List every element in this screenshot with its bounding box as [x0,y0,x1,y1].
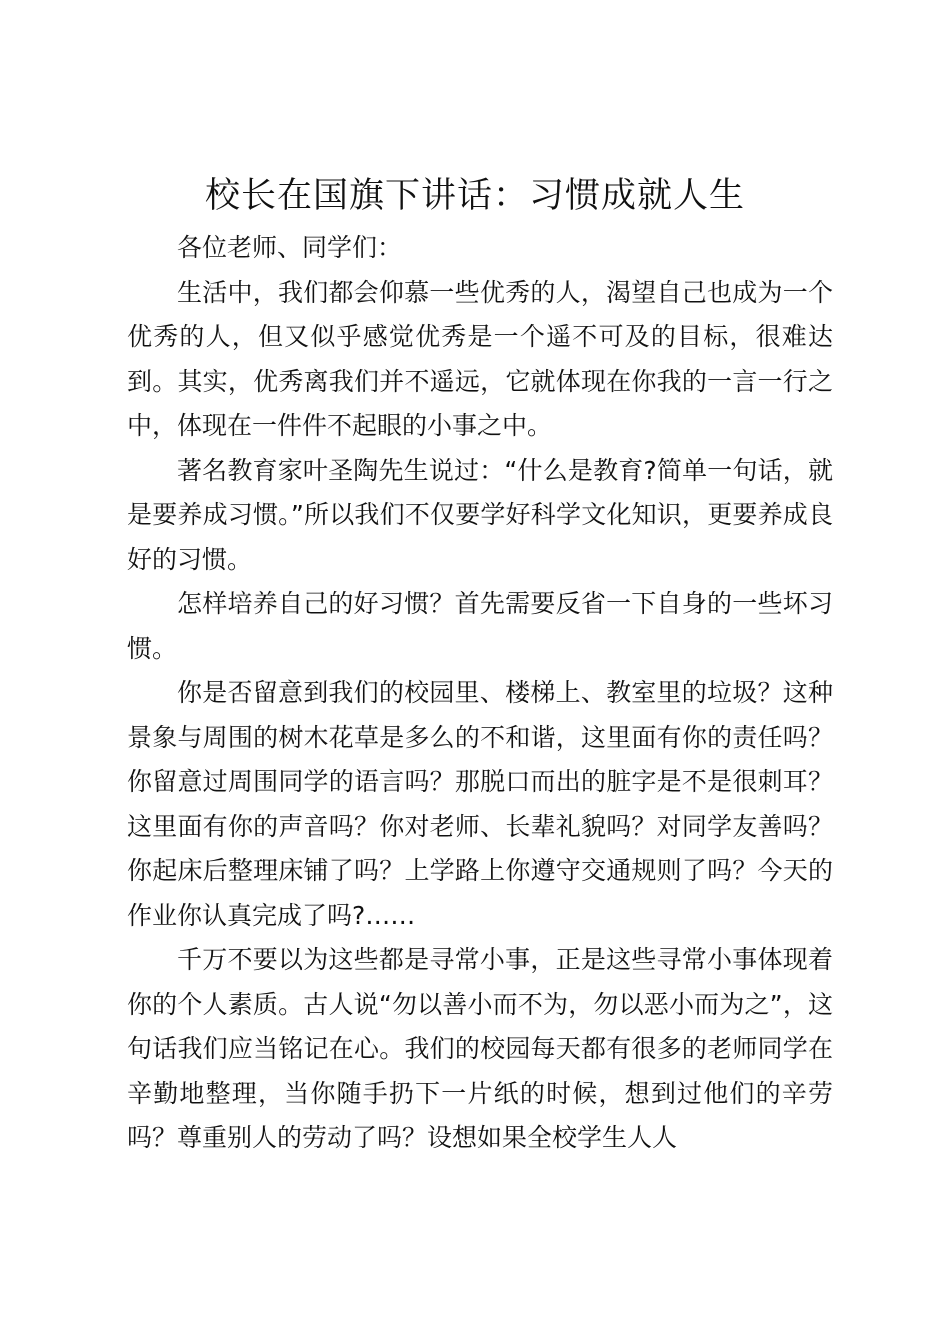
salutation-paragraph: 各位老师、同学们： [177,233,403,262]
body-paragraph: 怎样培养自己的好习惯？首先需要反省一下自身的一些坏习惯。 [127,589,833,663]
body-paragraph: 著名教育家叶圣陶先生说过：“什么是教育?简单一句话，就是要养成习惯。”所以我们不仅要学好科学文化知识，更要养成良好的习惯。 [127,455,833,574]
body-paragraph: 生活中，我们都会仰慕一些优秀的人，渴望自己也成为一个优秀的人，但又似乎感觉优秀是一个遥不可及的目标，很难达到。其实，优秀离我们并不遥远，它就体现在你我的一言一行之中，体现在一件件不起眼的小事之中。 [127,277,833,440]
document-title: 校长在国旗下讲话：习惯成就人生 [204,176,745,216]
body-paragraph: 千万不要以为这些都是寻常小事，正是这些寻常小事体现着你的个人素质。古人说“勿以善小而不为，勿以恶小而为之”，这句话我们应当铭记在心。我们的校园每天都有很多的老师同学在辛勤地整理，当你随手扔下一片纸的时候，想到过他们的辛劳吗？尊重别人的劳动了吗？设想如果全校学生人人 [127,945,833,1152]
body-paragraph: 你是否留意到我们的校园里、楼梯上、教室里的垃圾？这种景象与周围的树木花草是多么的不和谐，这里面有你的责任吗？你留意过周围同学的语言吗？那脱口而出的脏字是不是很刺耳？这里面有你的声音吗？你对老师、长辈礼貌吗？对同学友善吗？你起床后整理床铺了吗？上学路上你遵守交通规则了吗？今天的作业你认真完成了吗?…… [127,678,833,930]
document-body [127,226,833,1161]
